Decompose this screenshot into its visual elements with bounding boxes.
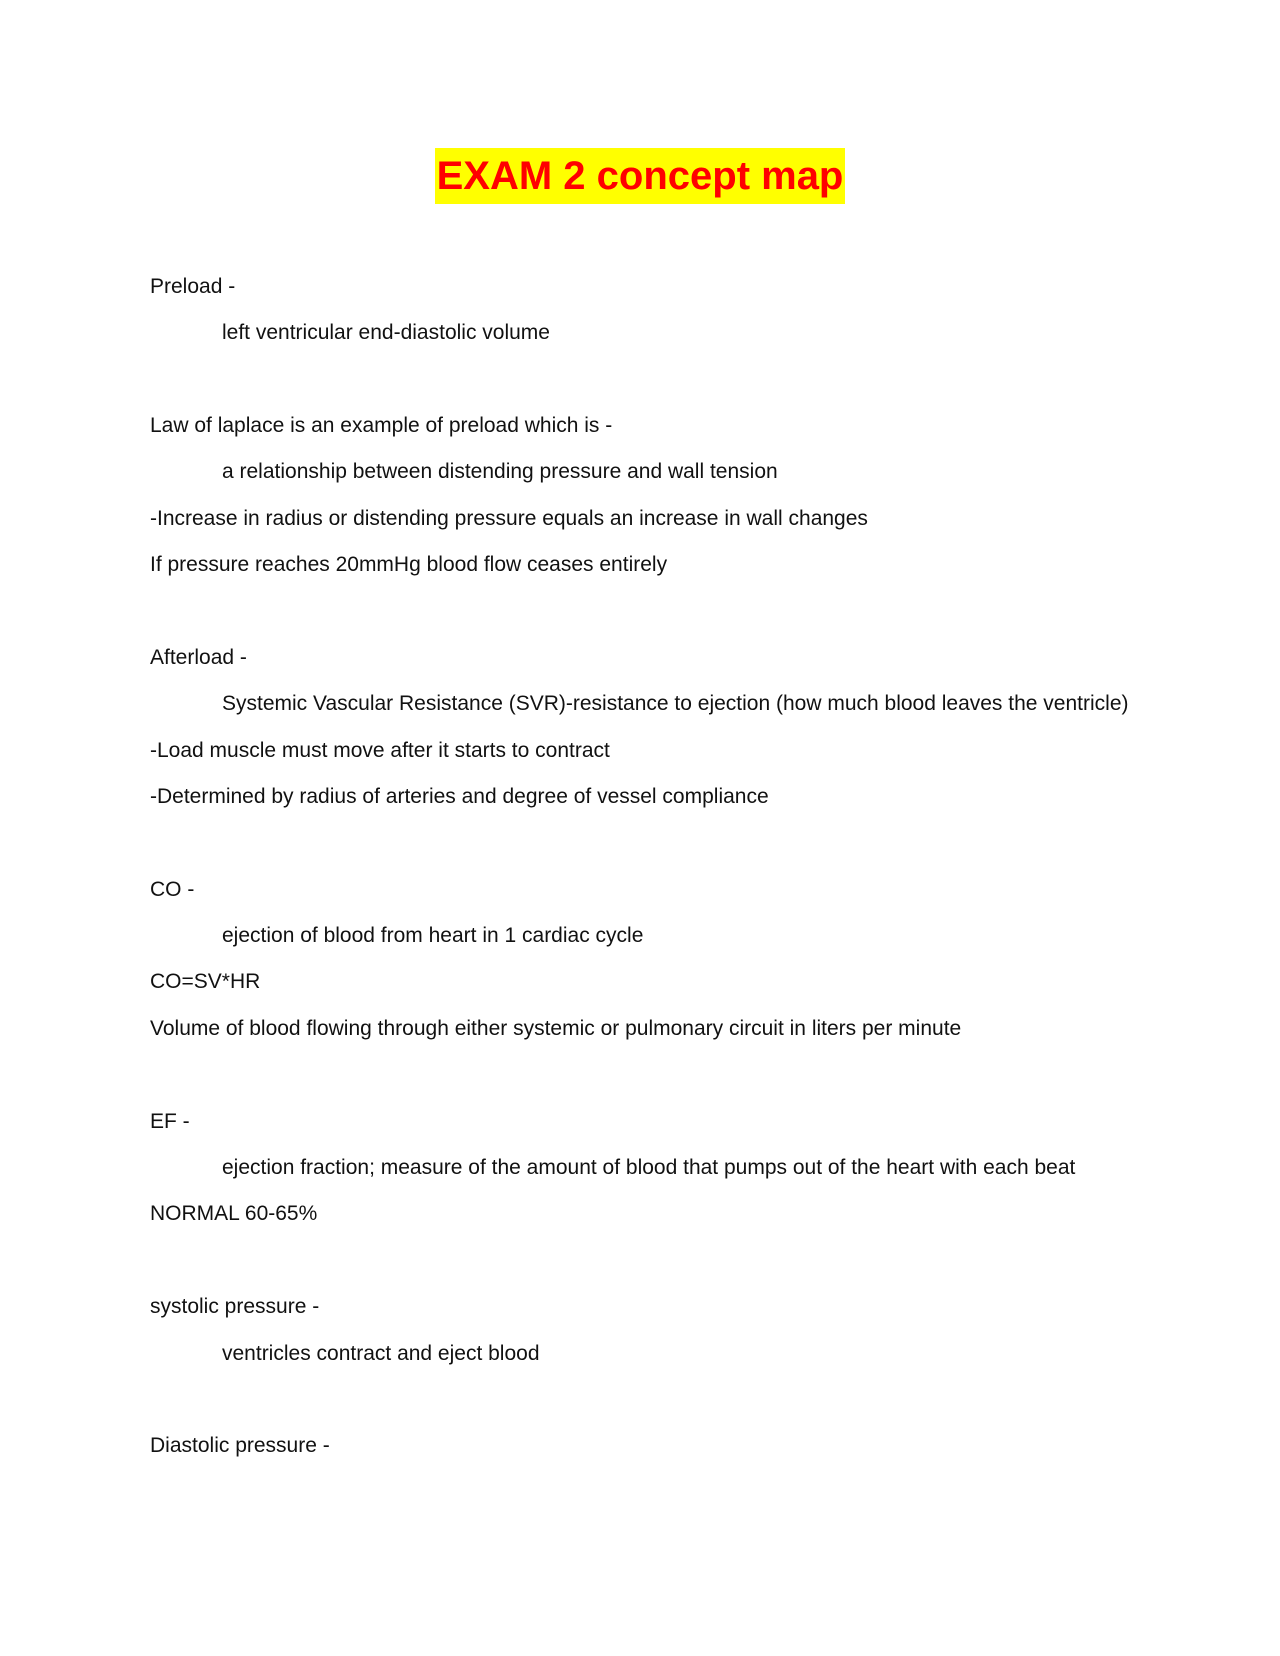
co-note-volume: Volume of blood flowing through either systemic or pulmonary circuit in liters per minute bbox=[150, 1017, 962, 1040]
ef-normal-range: NORMAL 60-65% bbox=[150, 1202, 318, 1225]
afterload-note-radius: -Determined by radius of arteries and degree of vessel compliance bbox=[150, 785, 769, 808]
preload-heading: Preload - bbox=[150, 275, 236, 298]
laplace-definition: a relationship between distending pressure and wall tension bbox=[222, 460, 778, 483]
laplace-heading: Law of laplace is an example of preload which is - bbox=[150, 414, 613, 437]
page-title: EXAM 2 concept map bbox=[435, 148, 846, 204]
ef-definition: ejection fraction; measure of the amount of blood that pumps out of the heart with each beat bbox=[222, 1156, 1076, 1179]
laplace-note-radius: -Increase in radius or distending pressure equals an increase in wall changes bbox=[150, 507, 868, 530]
co-definition: ejection of blood from heart in 1 cardiac cycle bbox=[222, 924, 644, 947]
afterload-heading: Afterload - bbox=[150, 646, 247, 669]
title-container bbox=[0, 148, 1280, 204]
laplace-note-pressure: If pressure reaches 20mmHg blood flow ceases entirely bbox=[150, 553, 668, 576]
systolic-definition: ventricles contract and eject blood bbox=[222, 1342, 540, 1365]
diastolic-heading: Diastolic pressure - bbox=[150, 1434, 330, 1457]
co-formula: CO=SV*HR bbox=[150, 970, 261, 993]
afterload-note-load: -Load muscle must move after it starts to contract bbox=[150, 739, 610, 762]
preload-definition: left ventricular end-diastolic volume bbox=[222, 321, 550, 344]
co-heading: CO - bbox=[150, 878, 195, 901]
systolic-heading: systolic pressure - bbox=[150, 1295, 320, 1318]
ef-heading: EF - bbox=[150, 1110, 190, 1133]
afterload-definition: Systemic Vascular Resistance (SVR)-resistance to ejection (how much blood leaves the ventricle) bbox=[222, 692, 1129, 715]
